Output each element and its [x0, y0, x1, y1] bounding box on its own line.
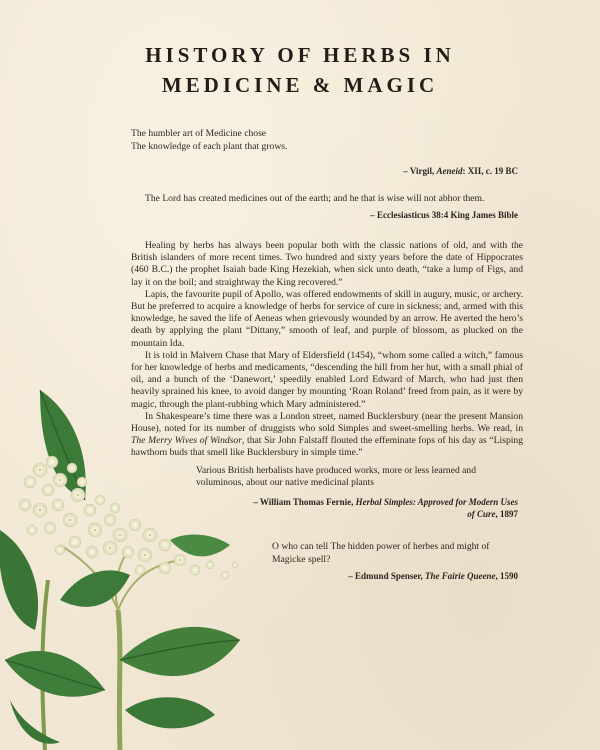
title-line-1: HISTORY OF HERBS IN	[145, 43, 455, 67]
elderflower-illustration	[0, 370, 260, 750]
body-paragraph-5: Various British herbalists have produced works, more or less learned and voluminous, about our native medicinal plants	[196, 465, 477, 489]
attribution-ecclesiasticus: – Ecclesiasticus 38:4 King James Bible	[370, 210, 518, 220]
body-paragraph-1: Healing by herbs has always been popular both with the classic nations of old, and with the British islanders of more recent times. Two hundred and sixty years before the date of Hippocrates (460 B.C.) the prophet Isaiah bade King Hezekiah, when sick unto death, “take a lump of Figs, and lay it on the boil; and straightway the King recovered.”	[131, 240, 523, 288]
epigraph-virgil	[131, 128, 431, 153]
attribution-spenser: – Edmund Spenser, The Fairie Queene, 1590	[348, 571, 518, 581]
body-paragraph-3: It is told in Malvern Chase that Mary of Eldersfield (1454), “whom some called a witch,” famous for her knowledge of herbs and medicaments, “descending the hill from her hut, with a small phial of oil, and a bunch of the ‘Danewort,’ speedily enabled Lord Edward of March, who had just then heavily sprained his knee, to avoid danger by mounting ‘Roan Roland’ freed from pain, as it were by magic, through the plant-rubbing which Mary administered.”	[131, 349, 523, 410]
attribution-fernie: – William Thomas Fernie, Herbal Simples: Approved for Modern Uses of Cure, 1897	[253, 497, 518, 519]
epigraph-virgil-line-2: The knowledge of each plant that grows.	[131, 140, 288, 152]
page-title	[0, 40, 600, 100]
body-paragraph-4: In Shakespeare’s time there was a London street, named Bucklersbury (near the present Mansion House), noted for its number of druggists who sold Simples and sweet-smelling herbs. We read, in The Merry Wives of Windsor, that Sir John Falstaff flouted the effeminate fops of his day as “Lisping hawthorn buds that smell like Bucklersbury in simple time.”	[131, 410, 523, 459]
title-line-2: MEDICINE & MAGIC	[161, 73, 439, 97]
attribution-virgil: – Virgil, Aeneid: XII, c. 19 BC	[403, 166, 518, 176]
body-paragraph-2: Lapis, the favourite pupil of Apollo, was offered endowments of skill in augury, music, or archery. But he preferred to acquire a knowledge of herbs for service of cure in sickness; and, armed with this knowledge, he saved the life of Aeneas when grievously wounded by an arrow. He averted the hero’s death by applying the plant “Dittany,” smooth of leaf, and purple of blossom, as plucked on the mountain Ida.	[131, 288, 523, 349]
epigraph-spenser: O who can tell The hidden power of herbes and might of Magicke spell?	[272, 541, 490, 565]
epigraph-ecclesiasticus: The Lord has created medicines out of the earth; and he that is wise will not abhor them.	[145, 193, 485, 204]
epigraph-virgil-line-1: The humbler art of Medicine chose	[131, 128, 267, 139]
